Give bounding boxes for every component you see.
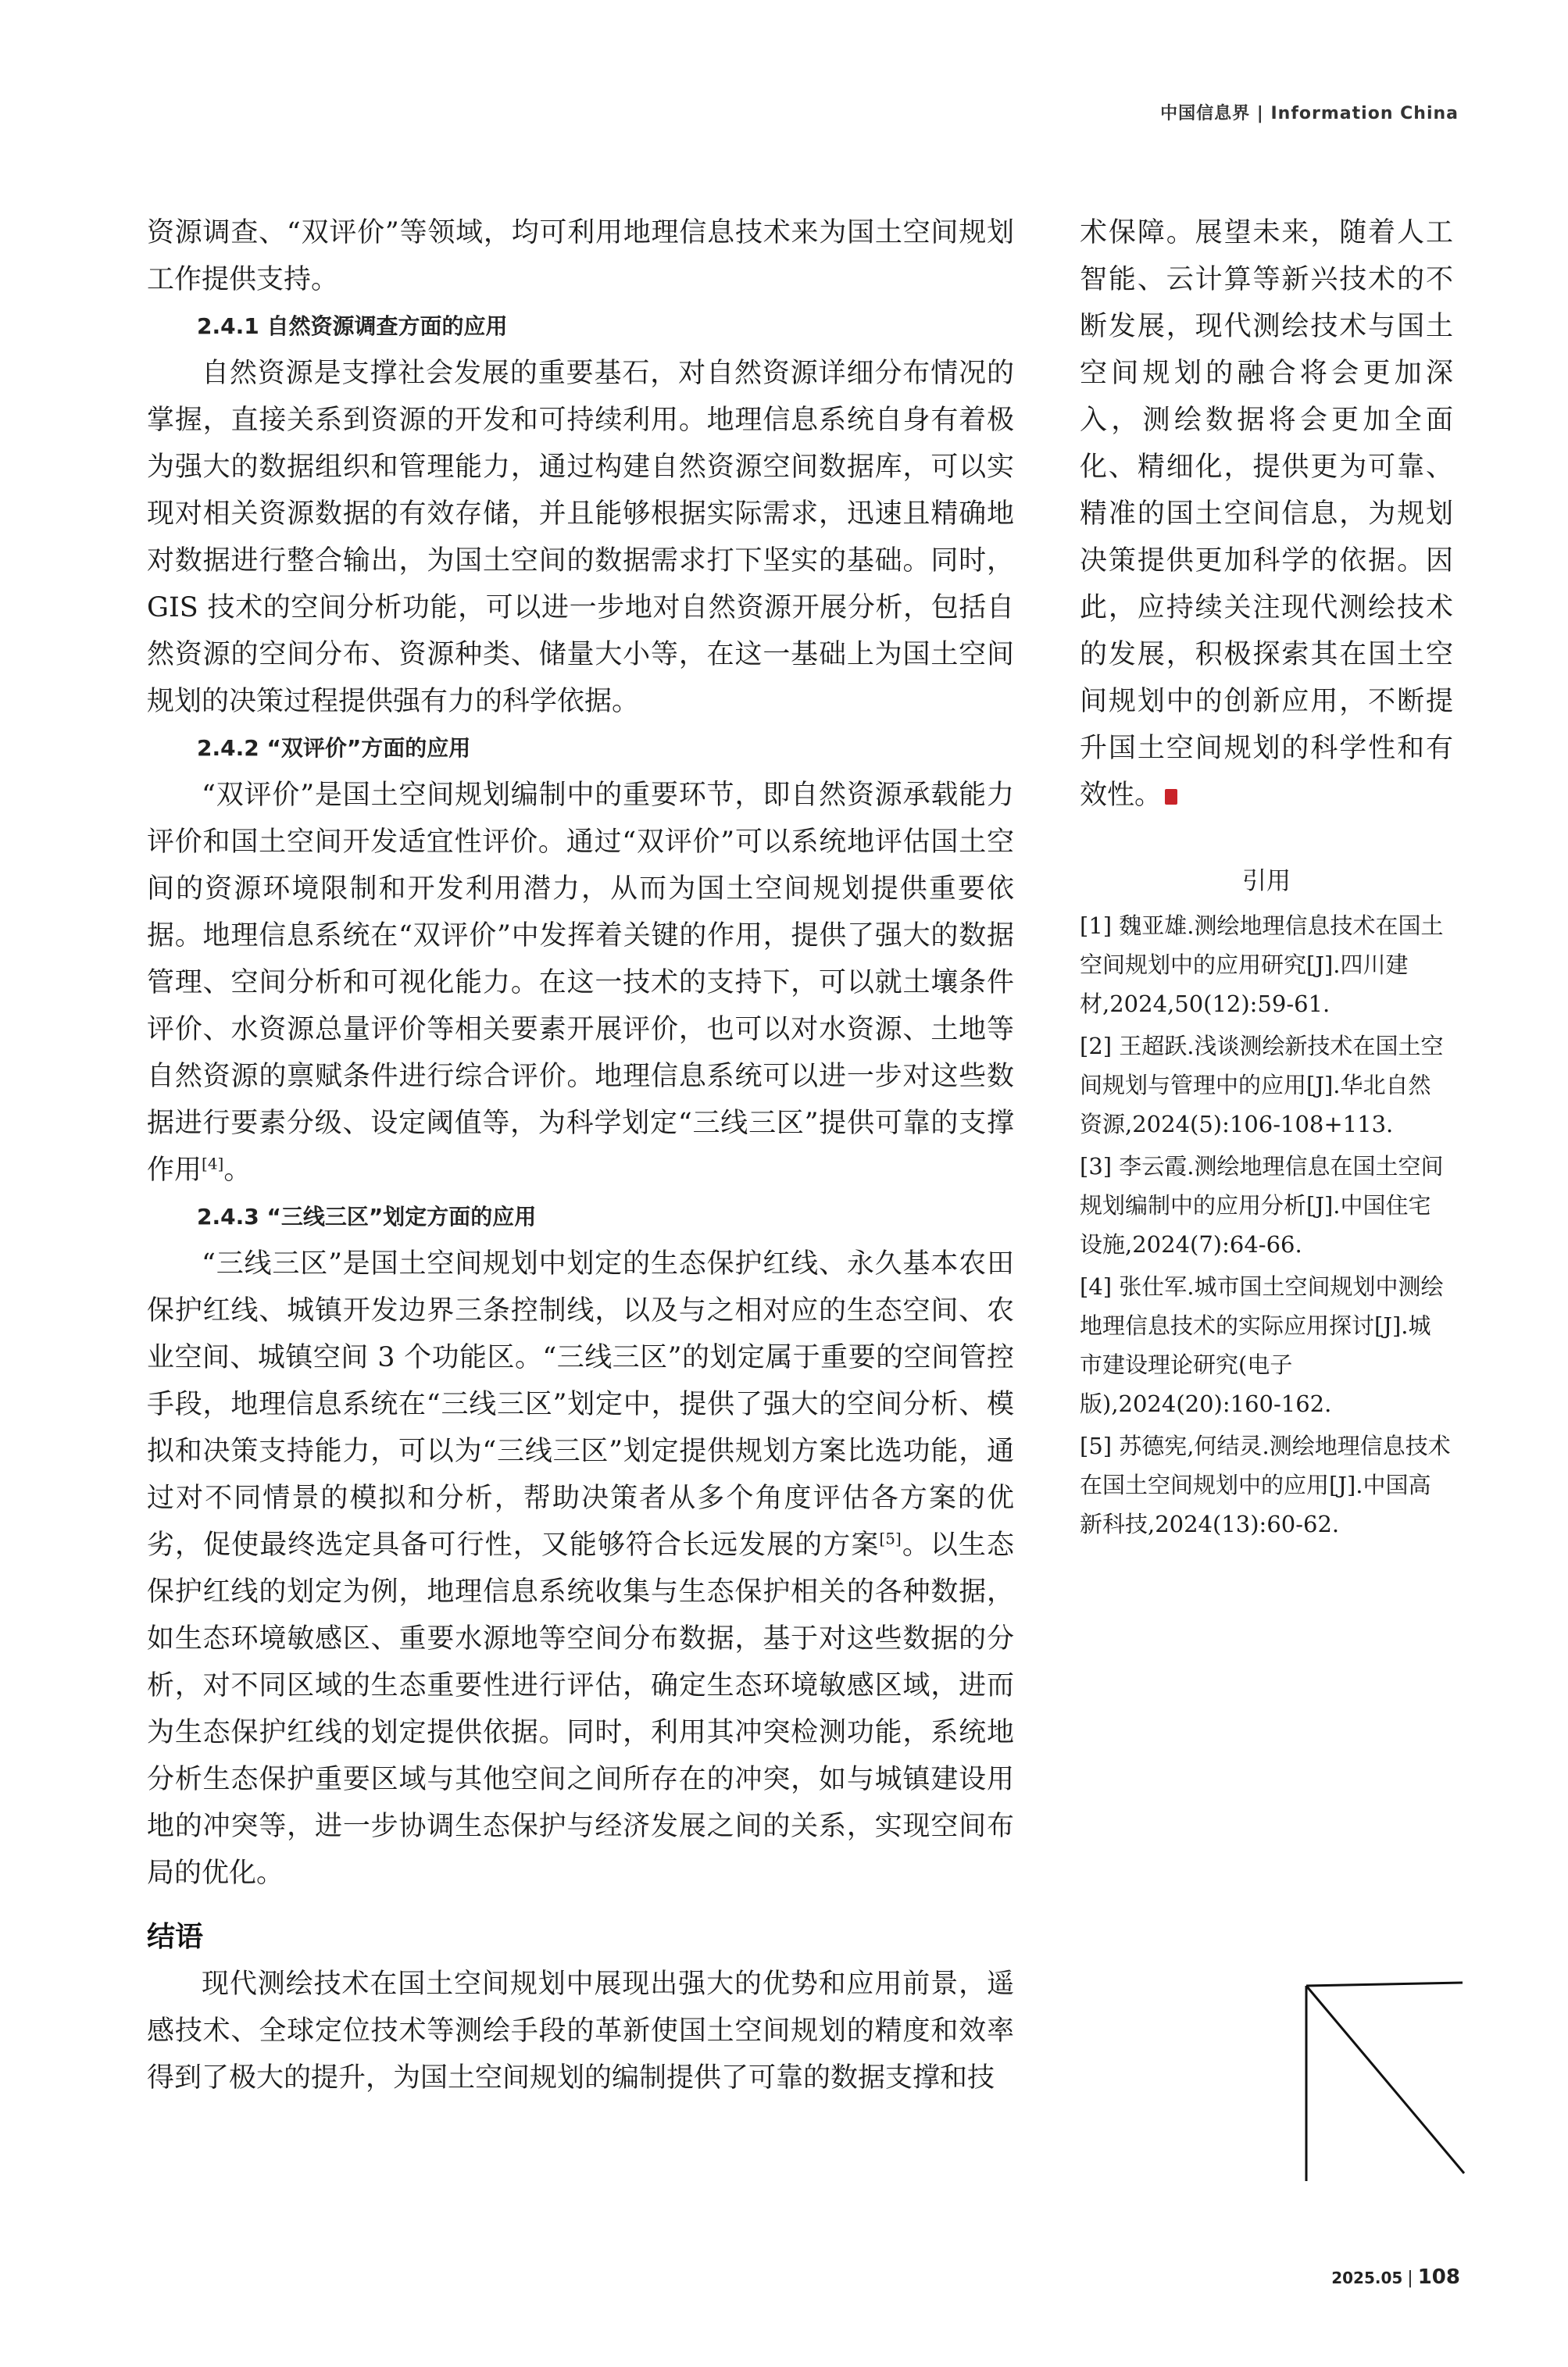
reference-item: [2] 王超跃.浅谈测绘新技术在国土空间规划与管理中的应用[J].华北自然资源,2024(5):106-108+113. <box>1080 1033 1444 1137</box>
issue-number: 2025.05 <box>1331 2269 1403 2287</box>
subheading-2-4-2: 2.4.2 “双评价”方面的应用 <box>197 735 471 761</box>
paragraph-2-4-2-text: “双评价”是国土空间规划编制中的重要环节，即自然资源承载能力评价和国土空间开发适宜性评价。通过“双评价”可以系统地评估国土空间的资源环境限制和开发利用潜力，从而为国土空间规划提供重要依据。地理信息系统在“双评价”中发挥着关键的作用，提供了强大的数据管理、空间分析和可视化能力。在这一技术的支持下，可以就土壤条件评价、水资源总量评价等相关要素开展评价，也可以对水资源、土地等自然资源的禀赋条件进行综合评价。地理信息系统可以进一步对这些数据进行要素分级、设定阈值等，为科学划定“三线三区”提供可靠的支撑作用 <box>147 780 1014 1186</box>
conclusion-title: 结语 <box>147 1921 204 1953</box>
page-footer <box>1331 2265 1460 2289</box>
page-number: 108 <box>1417 2265 1460 2289</box>
decoration-top-line <box>1306 1983 1463 1986</box>
citation-5: [5] <box>879 1529 902 1548</box>
citation-4: [4] <box>202 1154 224 1173</box>
paragraph-2-4-1: 自然资源是支撑社会发展的重要基石，对自然资源详细分布情况的掌握，直接关系到资源的开发和可持续利用。地理信息系统自身有着极为强大的数据组织和管理能力，通过构建自然资源空间数据库，可以实现对相关资源数据的有效存储，并且能够根据实际需求，迅速且精确地对数据进行整合输出，为国土空间的数据需求打下坚实的基础。同时，GIS 技术的空间分析功能，可以进一步地对自然资源开展分析，包括自然资源的空间分布、资源种类、储量大小等，在这一基础上为国土空间规划的决策过程提供强有力的科学依据。 <box>147 358 1014 717</box>
footer-separator: | <box>1407 2269 1413 2288</box>
article-end-mark-icon <box>1165 789 1177 805</box>
references-title: 引用 <box>1242 867 1291 895</box>
main-column <box>147 209 1014 2101</box>
paragraph-2-4-3-text-b: 。以生态保护红线的划定为例，地理信息系统收集与生态保护相关的各种数据，如生态环境敏感区、重要水源地等空间分布数据，基于对这些数据的分析，对不同区域的生态重要性进行评估，确定生态环境敏感区域，进而为生态保护红线的划定提供依据。同时，利用其冲突检测功能，系统地分析生态保护重要区域与其他空间之间所存在的冲突，如与城镇建设用地的冲突等，进一步协调生态保护与经济发展之间的关系，实现空间布局的优化。 <box>147 1530 1014 1889</box>
references-list <box>1080 906 1453 1544</box>
subheading-2-4-1: 2.4.1 自然资源调查方面的应用 <box>197 313 508 339</box>
conclusion-continued-text: 术保障。展望未来，随着人工智能、云计算等新兴技术的不断发展，现代测绘技术与国土空间规划的融合将会更加深入，测绘数据将会更加全面化、精细化，提供更为可靠、精准的国土空间信息，为规划决策提供更加科学的依据。因此，应持续关注现代测绘技术的发展，积极探索其在国土空间规划中的创新应用，不断提升国土空间规划的科学性和有效性。 <box>1080 217 1453 811</box>
journal-masthead: 中国信息界 | Information China <box>1160 104 1459 123</box>
side-column <box>1080 209 1453 1547</box>
conclusion-continued <box>1080 209 1453 819</box>
paragraph-2-4-3-text-a: “三线三区”是国土空间规划中划定的生态保护红线、永久基本农田保护红线、城镇开发边界三条控制线，以及与之相对应的生态空间、农业空间、城镇空间 3 个功能区。“三线三区”的划定属于重要的空间管控手段，地理信息系统在“三线三区”划定中，提供了强大的空间分析、模拟和决策支持能力，可以为“三线三区”划定提供规划方案比选功能，通过对不同情景的模拟和分析，帮助决策者从多个角度评估各方案的优劣，促使最终选定具备可行性，又能够符合长远发展的方案 <box>147 1248 1014 1561</box>
paragraph-2-4-2-end: 。 <box>223 1155 252 1186</box>
reference-item: [3] 李云霞.测绘地理信息在国土空间规划编制中的应用分析[J].中国住宅设施,2024(7):64-66. <box>1080 1153 1444 1258</box>
subheading-2-4-3: 2.4.3 “三线三区”划定方面的应用 <box>197 1204 537 1230</box>
reference-item: [4] 张仕军.城市国土空间规划中测绘地理信息技术的实际应用探讨[J].城市建设理论研究(电子版),2024(20):160-162. <box>1080 1273 1444 1417</box>
reference-item: [1] 魏亚雄.测绘地理信息技术在国土空间规划中的应用研究[J].四川建材,2024,50(12):59-61. <box>1080 912 1444 1017</box>
paragraph-2-4-2 <box>147 772 1014 1194</box>
conclusion-paragraph: 现代测绘技术在国土空间规划中展现出强大的优势和应用前景，遥感技术、全球定位技术等测绘手段的革新使国土空间规划的精度和效率得到了极大的提升，为国土空间规划的编制提供了可靠的数据支撑和技 <box>147 1969 1014 2094</box>
corner-decoration-icon <box>1303 1980 1467 2183</box>
paragraph-2-4-3 <box>147 1241 1014 1897</box>
reference-item: [5] 苏德宪,何结灵.测绘地理信息技术在国土空间规划中的应用[J].中国高新科技,2024(13):60-62. <box>1080 1433 1451 1537</box>
decoration-diagonal-line <box>1306 1986 1464 2173</box>
intro-paragraph: 资源调查、“双评价”等领域，均可利用地理信息技术来为国土空间规划工作提供支持。 <box>147 217 1014 295</box>
